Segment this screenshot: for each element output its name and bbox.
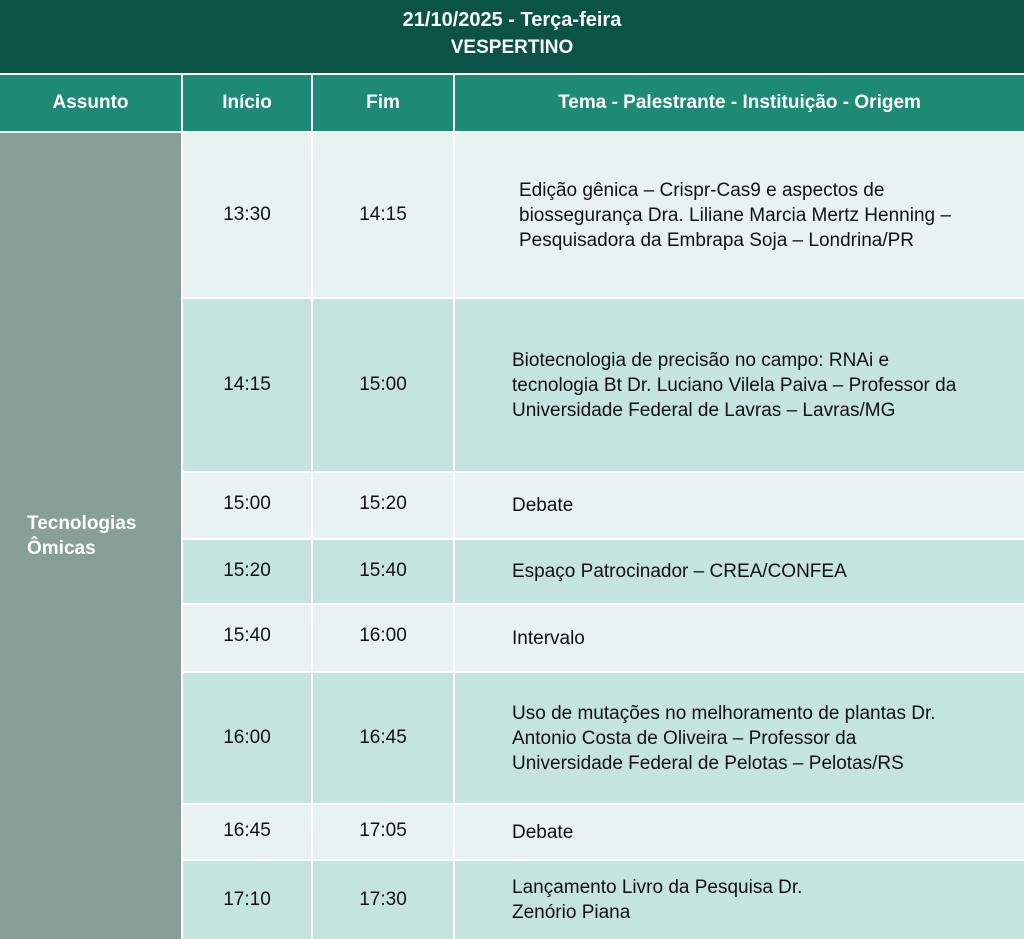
- end-time: 17:05: [359, 820, 407, 841]
- table-row: [183, 805, 1024, 859]
- end-time: 16:00: [359, 625, 407, 646]
- column-header-inicio: Início: [183, 75, 311, 131]
- table-row: [183, 473, 1024, 538]
- column-header-fim: Fim: [313, 75, 453, 131]
- subject-label: Tecnologias Ômicas: [27, 513, 137, 559]
- topic-cell: [455, 605, 1012, 671]
- start-time: 17:10: [223, 889, 271, 910]
- end-time: 15:40: [359, 560, 407, 581]
- start-time: 16:45: [223, 820, 271, 841]
- topic-cell: [455, 805, 1012, 859]
- table-row: [183, 540, 1024, 603]
- table-row: [183, 673, 1024, 803]
- start-time: 15:40: [223, 625, 271, 646]
- table-row: [183, 861, 1024, 939]
- topic-text: Debate: [512, 495, 574, 516]
- topic-cell: [455, 861, 812, 939]
- table-row: [183, 605, 1024, 671]
- topic-cell: [455, 673, 962, 803]
- start-time: 16:00: [223, 727, 271, 748]
- topic-cell: [455, 473, 1012, 538]
- start-time: 15:20: [223, 560, 271, 581]
- table-row: [183, 299, 1024, 471]
- topic-cell: [455, 133, 959, 297]
- topic-text: Debate: [512, 821, 574, 843]
- topic-text: Uso de mutações no melhoramento de plantas Dr. Antonio Costa de Oliveira – Professor da Universidade Federal de Pelotas – Pelotas/RS: [512, 702, 936, 774]
- topic-text: Intervalo: [512, 627, 585, 649]
- subject-cell: [0, 133, 181, 939]
- end-time: 14:15: [359, 204, 407, 225]
- end-time: 15:00: [359, 374, 407, 395]
- topic-cell: [455, 540, 1012, 603]
- topic-text: Edição gênica – Crispr-Cas9 e aspectos de biossegurança Dra. Liliane Marcia Mertz Henning – Pesquisadora da Embrapa Soja – Londrina/PR: [519, 179, 951, 251]
- table-row: [183, 133, 1024, 297]
- topic-text: Lançamento Livro da Pesquisa Dr. Zenório Piana: [512, 877, 803, 923]
- end-time: 16:45: [359, 727, 407, 748]
- topic-cell: [455, 299, 962, 471]
- table-header: [0, 73, 1024, 133]
- date-heading: 21/10/2025 - Terça-feira: [402, 9, 622, 31]
- column-header-tema: Tema - Palestrante - Instituição - Origem: [455, 75, 1024, 131]
- start-time: 13:30: [223, 204, 271, 225]
- start-time: 14:15: [223, 374, 271, 395]
- topic-text: Biotecnologia de precisão no campo: RNAi e tecnologia Bt Dr. Luciano Vilela Paiva – Professor da Universidade Federal de Lavras – Lavras/MG: [512, 349, 957, 421]
- start-time: 15:00: [223, 493, 271, 514]
- topic-text: Espaço Patrocinador – CREA/CONFEA: [512, 561, 847, 582]
- end-time: 17:30: [359, 889, 407, 910]
- end-time: 15:20: [359, 493, 407, 514]
- schedule-title-bar: [0, 0, 1024, 73]
- period-heading: VESPERTINO: [450, 37, 574, 58]
- column-header-assunto: Assunto: [0, 75, 181, 131]
